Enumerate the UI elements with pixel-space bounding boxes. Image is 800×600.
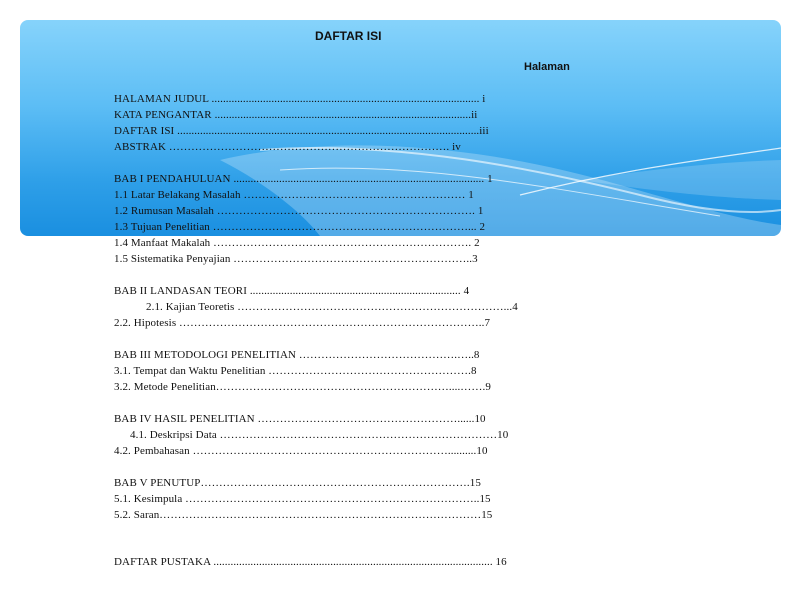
toc-entry: HALAMAN JUDUL .............................................................................................. i xyxy=(114,93,486,105)
toc-entry: BAB II LANDASAN TEORI .......................................................................... 4 xyxy=(114,285,470,297)
toc-entry: BAB I PENDAHULUAN ........................................................................................ 1 xyxy=(114,173,493,185)
toc-entry: 3.1. Tempat dan Waktu Penelitian ……………………………………………….8 xyxy=(114,365,477,377)
toc-entry: DAFTAR ISI ..........................................................................................................iii xyxy=(114,125,489,137)
toc-entry: 2.1. Kajian Teoretis ………………………………………………………………...4 xyxy=(146,301,518,313)
toc-entry: 5.1. Kesimpula ……………………………………………………………………..15 xyxy=(114,493,491,505)
toc-entry: 5.2. Saran……………………………………………………………………………15 xyxy=(114,509,493,521)
toc-entry: 1.1 Latar Belakang Masalah …………………………………………………… 1 xyxy=(114,189,474,201)
toc-entry: BAB V PENUTUP……………………………………………………………….15 xyxy=(114,477,481,489)
toc-entry: 1.2 Rumusan Masalah ……………………………………………………………. 1 xyxy=(114,205,484,217)
toc-entry: BAB III METODOLOGI PENELITIAN …………………………………….…..8 xyxy=(114,349,480,361)
toc-entry: 1.3 Tujuan Penelitian ……………………………………………………………... 2 xyxy=(114,221,486,233)
toc-entry: 1.4 Manfaat Makalah ……………………………………………………………. 2 xyxy=(114,237,480,249)
toc-entry: 4.1. Deskripsi Data …………………………………………………………………10 xyxy=(130,429,509,441)
toc-entry: DAFTAR PUSTAKA .................................................................................................. 16 xyxy=(114,556,507,568)
toc-entry: BAB IV HASIL PENELITIAN ………………………………………………......10 xyxy=(114,413,486,425)
toc-entry: 2.2. Hipotesis ………………………………………………………………………..7 xyxy=(114,317,491,329)
toc-entry: ABSTRAK …………………………………………………………………. iv xyxy=(114,141,461,153)
toc-entry: KATA PENGANTAR ..........................................................................................ii xyxy=(114,109,478,121)
document-title: DAFTAR ISI xyxy=(315,29,382,43)
toc-entry: 4.2. Pembahasan ……………………………………………………………..........10 xyxy=(114,445,488,457)
toc-entry: 1.5 Sistematika Penyajian ………………………………………………………..3 xyxy=(114,253,478,265)
page-column-header: Halaman xyxy=(524,61,570,73)
toc-entry: 3.2. Metode Penelitian………………………………………………………....…….9 xyxy=(114,381,491,393)
